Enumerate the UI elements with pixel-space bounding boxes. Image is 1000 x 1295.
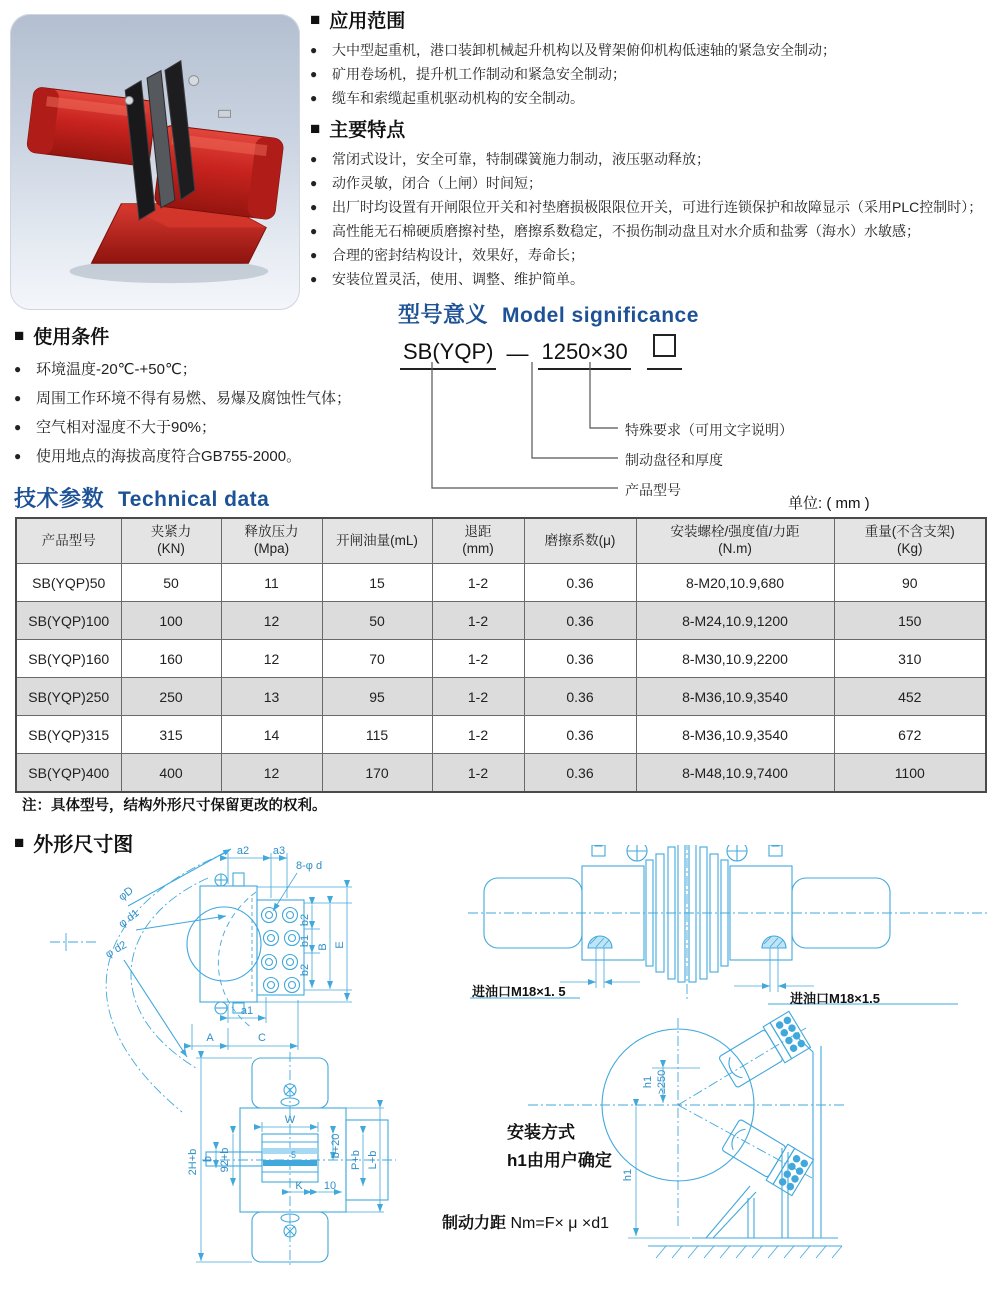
installation-caption-2: h1由用户确定 <box>507 1151 612 1170</box>
dim-label: h1 <box>642 1075 654 1089</box>
cell: 0.36 <box>524 564 636 602</box>
dim-label: E <box>334 941 346 949</box>
section-title-conditions <box>14 322 402 349</box>
model-code-prefix: SB(YQP) <box>400 339 496 370</box>
cell: SB(YQP)250 <box>16 678 121 716</box>
cell: 1-2 <box>432 602 524 640</box>
dim-label: W <box>284 1114 296 1126</box>
dim-label: b1 <box>299 934 311 948</box>
dim-label: L+b <box>367 1150 379 1170</box>
cell: 160 <box>121 640 221 678</box>
title-en: Technical data <box>118 488 270 511</box>
cell: 452 <box>834 678 986 716</box>
cell: SB(YQP)100 <box>16 602 121 640</box>
dim-label: A <box>206 1032 214 1044</box>
cell: 8-M36,10.9,3540 <box>636 716 834 754</box>
dim-label: C <box>258 1032 266 1044</box>
table-row <box>16 602 986 640</box>
list-item <box>14 355 402 384</box>
cell: 170 <box>322 754 432 793</box>
list-item <box>310 219 992 243</box>
dim-label: B <box>317 943 329 951</box>
dim-label: φ d1 <box>116 907 142 931</box>
col-header: 夹紧力 (KN) <box>121 518 221 564</box>
cell: 14 <box>221 716 322 754</box>
list-text: 高性能无石棉硬质磨擦衬垫，磨擦系数稳定，不损伤制动盘且对水介质和盐雾（海水）水敏感； <box>332 223 920 239</box>
bullet-icon: ● <box>14 420 22 434</box>
model-label-type: 产品型号 <box>625 482 681 498</box>
col-header: 释放压力 (Mpa) <box>221 518 322 564</box>
technical-data-table <box>15 517 987 793</box>
table-row <box>16 564 986 602</box>
section-title-text: 外形尺寸图 <box>33 834 134 856</box>
list-item <box>14 384 402 413</box>
bullet-icon: ● <box>310 224 318 238</box>
bullet-icon: ● <box>14 449 22 463</box>
dim-label: a2 <box>236 845 250 857</box>
dash: — <box>506 341 529 366</box>
cell: 1-2 <box>432 564 524 602</box>
bullet-icon: ● <box>310 43 318 57</box>
square-marker: ■ <box>310 10 321 29</box>
unit-label: 单位: ( mm ) <box>788 495 870 512</box>
bullet-icon: ● <box>14 362 22 376</box>
table-row <box>16 640 986 678</box>
cell: 150 <box>834 602 986 640</box>
cell: 8-M30,10.9,2200 <box>636 640 834 678</box>
dim-label: φ d2 <box>103 938 129 961</box>
cell: 12 <box>221 754 322 793</box>
list-item <box>310 62 992 86</box>
conditions-list <box>14 355 402 471</box>
section-title-features <box>310 115 992 142</box>
bullet-icon: ● <box>310 152 318 166</box>
application-list <box>310 38 992 110</box>
cell: 95 <box>322 678 432 716</box>
dim-label: b2 <box>299 963 311 977</box>
dim-label: 8-φ d <box>296 860 323 872</box>
cell: 1-2 <box>432 716 524 754</box>
title-cn: 技术参数 <box>14 486 105 511</box>
dim-label: 2H+b <box>187 1148 199 1176</box>
bullet-icon: ● <box>310 91 318 105</box>
cell: 12 <box>221 640 322 678</box>
dim-label: h1 <box>622 1168 634 1182</box>
conditions-section <box>14 322 402 471</box>
dim-label: 10 <box>323 1180 337 1192</box>
bullet-icon: ● <box>14 391 22 405</box>
cell: 50 <box>121 564 221 602</box>
cell: SB(YQP)50 <box>16 564 121 602</box>
list-text: 大中型起重机，港口装卸机械起升机构以及臂架俯仰机构低速轴的紧急安全制动； <box>332 42 836 58</box>
cell: 8-M20,10.9,680 <box>636 564 834 602</box>
special-requirement-box <box>653 334 676 357</box>
cell: 8-M36,10.9,3540 <box>636 678 834 716</box>
braking-torque-formula <box>442 1210 609 1233</box>
dim-label: φD <box>116 884 136 904</box>
dim-label: 92+b <box>219 1147 231 1173</box>
cell: 13 <box>221 678 322 716</box>
cell: 1-2 <box>432 754 524 793</box>
list-text: 出厂时均设置有开闸限位开关和衬垫磨损极限限位开关，可进行连锁保护和故障显示（采用PLC控制时）； <box>332 199 983 215</box>
col-header: 磨擦系数(μ) <box>524 518 636 564</box>
brake-product-illustration <box>10 14 300 310</box>
oil-port-label-right: 进油口M18×1.5 <box>790 991 880 1006</box>
list-text: 空气相对湿度不大于90%； <box>36 419 217 436</box>
product-photo <box>10 14 300 310</box>
list-text: 合理的密封结构设计，效果好，寿命长； <box>332 247 584 263</box>
cell: 0.36 <box>524 678 636 716</box>
square-marker: ■ <box>14 833 25 852</box>
section-title-application <box>310 6 992 33</box>
section-title-text: 应用范围 <box>329 11 406 32</box>
bullet-icon: ● <box>310 176 318 190</box>
list-text: 使用地点的海拔高度符合GB755-2000。 <box>36 448 302 465</box>
list-text: 安装位置灵活，使用、调整、维护简单。 <box>332 271 584 287</box>
dim-label: a1 <box>240 1005 254 1017</box>
col-header: 开闸油量(mL) <box>322 518 432 564</box>
table-row <box>16 716 986 754</box>
list-text: 常闭式设计，安全可靠，特制碟簧施力制动，液压驱动释放； <box>332 151 710 167</box>
cell: SB(YQP)400 <box>16 754 121 793</box>
dim-label: b2 <box>299 913 311 927</box>
dim-label: b <box>202 1155 214 1163</box>
list-item <box>310 267 992 291</box>
features-section <box>310 115 992 291</box>
dim-label: b+20 <box>330 1133 342 1159</box>
cell: 250 <box>121 678 221 716</box>
cell: 0.36 <box>524 602 636 640</box>
model-label-disc: 制动盘径和厚度 <box>625 452 723 468</box>
bullet-icon: ● <box>310 200 318 214</box>
cell: 12 <box>221 602 322 640</box>
bullet-icon: ● <box>310 248 318 262</box>
cell: SB(YQP)160 <box>16 640 121 678</box>
bullet-icon: ● <box>310 67 318 81</box>
cell: 8-M24,10.9,1200 <box>636 602 834 640</box>
bullet-icon: ● <box>310 272 318 286</box>
table-row <box>16 754 986 793</box>
cell: 0.36 <box>524 754 636 793</box>
dim-label: a3 <box>272 845 286 857</box>
list-text: 周围工作环境不得有易燃、易爆及腐蚀性气体； <box>36 390 352 407</box>
list-item <box>310 86 992 110</box>
table-header-row <box>16 518 986 564</box>
cell: 8-M48,10.9,7400 <box>636 754 834 793</box>
section-title-text: 主要特点 <box>329 120 406 141</box>
technical-data-title <box>14 482 269 513</box>
cell: 1-2 <box>432 678 524 716</box>
oil-port-label-left: 进油口M18×1. 5 <box>472 984 566 999</box>
cell: 11 <box>221 564 322 602</box>
list-text: 动作灵敏，闭合（上闸）时间短； <box>332 175 542 191</box>
list-text: 环境温度-20℃-+50℃； <box>36 361 197 378</box>
model-code-size: 1250×30 <box>538 339 630 370</box>
dim-label: 5 <box>291 1150 297 1160</box>
col-header: 重量(不含支架) (Kg) <box>834 518 986 564</box>
model-significance-title <box>398 298 699 329</box>
section-title-text: 使用条件 <box>33 327 110 348</box>
col-header: 退距 (mm) <box>432 518 524 564</box>
installation-caption-1: 安装方式 <box>507 1123 575 1142</box>
square-marker: ■ <box>310 119 321 138</box>
dim-label: ≥250 <box>656 1069 668 1095</box>
formula-expression: Nm=F× μ ×d1 <box>510 1215 610 1232</box>
bottom-view-drawing <box>187 1052 396 1266</box>
cell: 1-2 <box>432 640 524 678</box>
cell: 672 <box>834 716 986 754</box>
dim-label: P+b <box>350 1150 362 1170</box>
list-item <box>310 195 992 219</box>
list-item <box>14 442 402 471</box>
cell: SB(YQP)315 <box>16 716 121 754</box>
model-label-special: 特殊要求（可用文字说明） <box>625 422 793 438</box>
list-item <box>14 413 402 442</box>
square-marker: ■ <box>14 326 25 345</box>
list-item <box>310 147 992 171</box>
list-text: 矿用卷场机，提升机工作制动和紧急安全制动； <box>332 66 626 82</box>
cell: 70 <box>322 640 432 678</box>
table-row <box>16 678 986 716</box>
cell: 0.36 <box>524 716 636 754</box>
formula-label: 制动力距 <box>442 1215 507 1232</box>
cell: 50 <box>322 602 432 640</box>
list-text: 缆车和索缆起重机驱动机构的安全制动。 <box>332 90 584 106</box>
list-item <box>310 171 992 195</box>
cell: 100 <box>121 602 221 640</box>
cell: 315 <box>121 716 221 754</box>
cell: 310 <box>834 640 986 678</box>
features-list <box>310 147 992 291</box>
cell: 115 <box>322 716 432 754</box>
title-cn: 型号意义 <box>398 302 489 327</box>
col-header: 产品型号 <box>16 518 121 564</box>
cell: 0.36 <box>524 640 636 678</box>
col-header: 安装螺栓/强度值/力距 (N.m) <box>636 518 834 564</box>
cell: 15 <box>322 564 432 602</box>
list-item <box>310 38 992 62</box>
title-en: Model significance <box>502 304 699 327</box>
list-item <box>310 243 992 267</box>
table-note: 注：具体型号，结构外形尺寸保留更改的权利。 <box>22 798 327 814</box>
cell: 400 <box>121 754 221 793</box>
cell: 1100 <box>834 754 986 793</box>
application-section <box>310 6 992 110</box>
dim-label: K <box>295 1180 303 1192</box>
cell: 90 <box>834 564 986 602</box>
